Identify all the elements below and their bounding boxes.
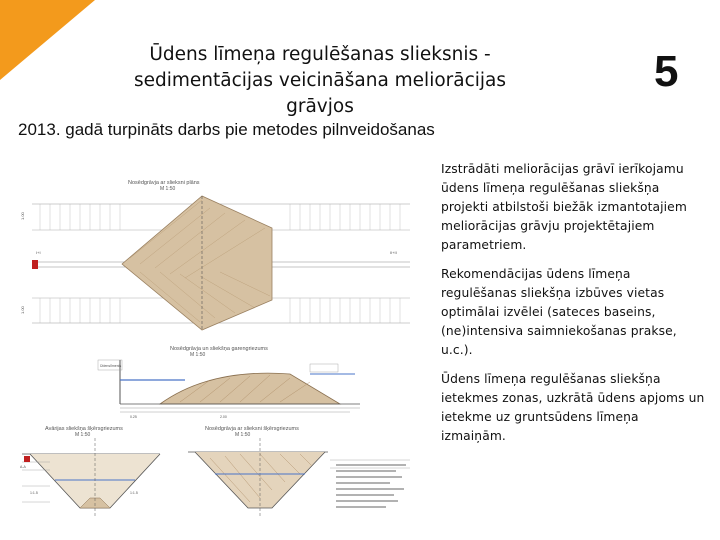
cross-section-1-title: Avārijas sliekšņa šķērsgriezums (45, 426, 123, 432)
svg-text:0.25: 0.25 (130, 415, 137, 419)
svg-text:2.00: 2.00 (220, 415, 227, 419)
slide-title (120, 42, 520, 120)
slide-title-line-2: sedimentācijas veicināšana meliorācijas grāvjos (133, 70, 507, 117)
svg-text:1:1.5: 1:1.5 (30, 491, 38, 495)
slide-number: 5 (654, 47, 679, 96)
corner-decoration (0, 0, 95, 80)
cross-section-2-scale: M 1:50 (235, 432, 251, 438)
slide-title-line-1: Ūdens līmeņa regulēšanas slieksnis - (149, 44, 491, 65)
cross-section-1-scale: M 1:50 (75, 432, 91, 438)
svg-text:1.00: 1.00 (20, 212, 25, 220)
plan-view (20, 180, 410, 330)
drawing-notes (336, 464, 406, 508)
plan-view-scale: M 1:50 (160, 186, 176, 192)
bullet-item: Izstrādāti meliorācijas grāvī ierīkojamu ūdens līmeņa regulēšanas sliekšņa projekti atbilstoši biežāk izmantotajiem meliorācijas grāvju projektētajiem parametriem. (441, 162, 687, 252)
cross-section-2-title: Nosēdgrāvja ar slieksni šķērsgriezums (205, 426, 299, 432)
svg-text:I+I: I+I (36, 250, 41, 255)
longitudinal-section (98, 346, 360, 419)
bullet-item: Rekomendācijas ūdens līmeņa regulēšanas sliekšņa izbūves vietas optimālai izvēlei (sateces baseins, (ne)intensiva saimniekošanas prakse, u.c.). (441, 267, 677, 357)
svg-text:1.00: 1.00 (20, 306, 25, 314)
long-section-title: Nosēdgrāvja un sliekšņa garengriezums (170, 346, 268, 352)
engineering-drawing (10, 168, 435, 524)
cross-section-1 (20, 426, 160, 516)
svg-text:II+II: II+II (390, 250, 397, 255)
svg-text:1:1.5: 1:1.5 (130, 491, 138, 495)
slide-subtitle: 2013. gadā turpināts darbs pie metodes pilnveidošanas (18, 120, 435, 139)
bullet-list (441, 160, 706, 456)
plan-view-title: Nosēdgrāvja ar slieksni plāns (128, 180, 200, 186)
long-section-scale: M 1:50 (190, 352, 206, 358)
svg-text:Ūdenslīmenis: Ūdenslīmenis (100, 364, 122, 368)
bullet-item: Ūdens līmeņa regulēšanas sliekšņa ietekmes zonas, uzkrātā ūdens apjoms un ietekme uz gruntsūdens līmeņa izmaiņām. (441, 372, 705, 443)
svg-text:A-A: A-A (20, 465, 26, 469)
